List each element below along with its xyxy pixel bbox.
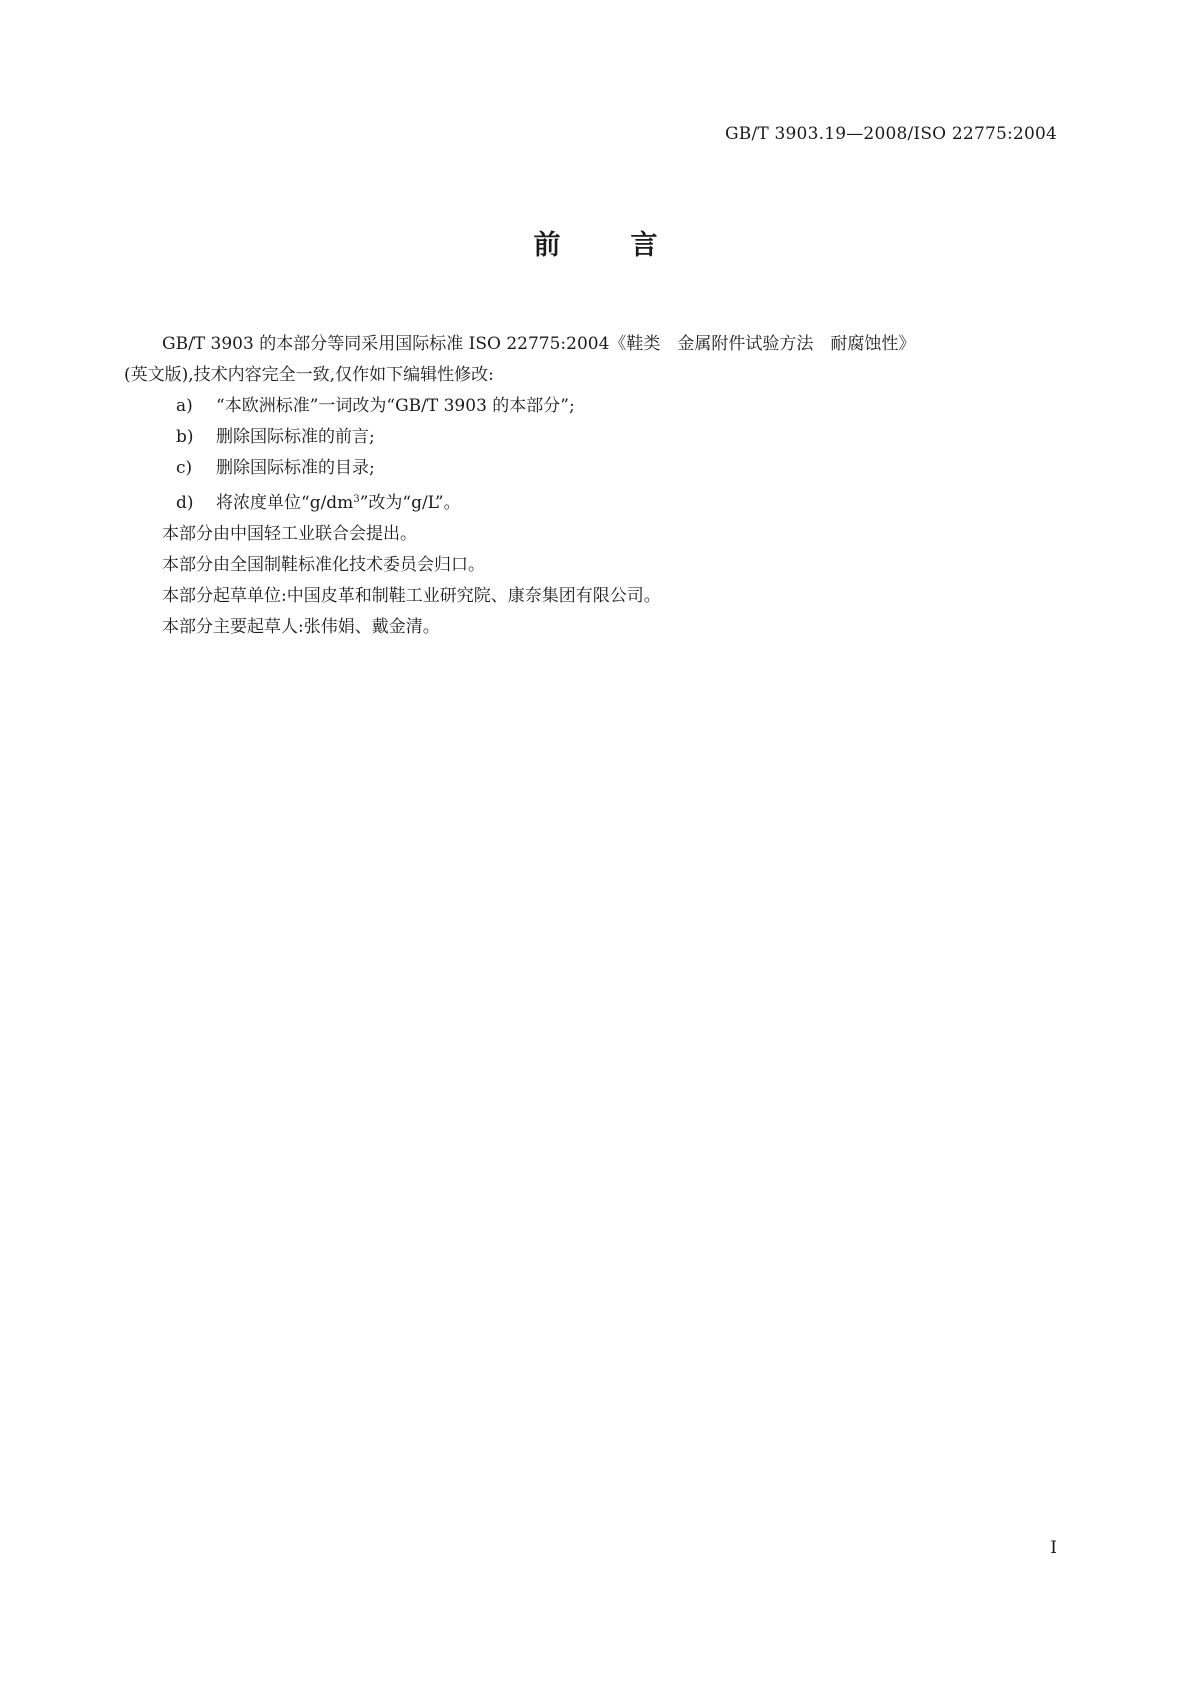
change-text-after: ”改为“g/L”。 bbox=[359, 493, 461, 513]
foreword-body bbox=[124, 329, 1068, 643]
change-text: “本欧洲标准”一词改为“GB/T 3903 的本部分”; bbox=[216, 396, 575, 416]
statement-proposer: 本部分由中国轻工业联合会提出。 bbox=[162, 524, 417, 544]
change-text: 删除国际标准的目录; bbox=[216, 458, 375, 478]
page-title-char-2: 言 bbox=[630, 230, 658, 261]
statement-committee: 本部分由全国制鞋标准化技术委员会归口。 bbox=[162, 555, 485, 575]
page-title-char-1: 前 bbox=[533, 230, 561, 261]
change-marker: b) bbox=[176, 427, 194, 447]
change-marker: d) bbox=[176, 493, 194, 513]
change-item-a bbox=[124, 391, 1068, 422]
intro-line-2: (英文版),技术内容完全一致,仅作如下编辑性修改: bbox=[124, 365, 494, 385]
intro-line-1: GB/T 3903 的本部分等同采用国际标准 ISO 22775:2004《鞋类 金属附件试验方法 耐腐蚀性》 bbox=[162, 334, 916, 354]
change-item-c bbox=[124, 453, 1068, 484]
statement-drafters: 本部分主要起草人:张伟娟、戴金清。 bbox=[162, 617, 440, 637]
change-text-before: 将浓度单位“g/dm bbox=[216, 493, 354, 513]
standard-code-header: GB/T 3903.19—2008/ISO 22775:2004 bbox=[724, 124, 1057, 144]
unit-superscript: 3 bbox=[353, 494, 360, 505]
change-marker: a) bbox=[176, 396, 193, 416]
statement-drafting-units: 本部分起草单位:中国皮革和制鞋工业研究院、康奈集团有限公司。 bbox=[162, 586, 661, 606]
page-title bbox=[0, 228, 1191, 264]
change-marker: c) bbox=[176, 458, 193, 478]
change-item-d bbox=[124, 484, 1068, 519]
change-item-b bbox=[124, 422, 1068, 453]
change-text: 删除国际标准的前言; bbox=[216, 427, 375, 447]
page-number: I bbox=[1050, 1538, 1057, 1558]
